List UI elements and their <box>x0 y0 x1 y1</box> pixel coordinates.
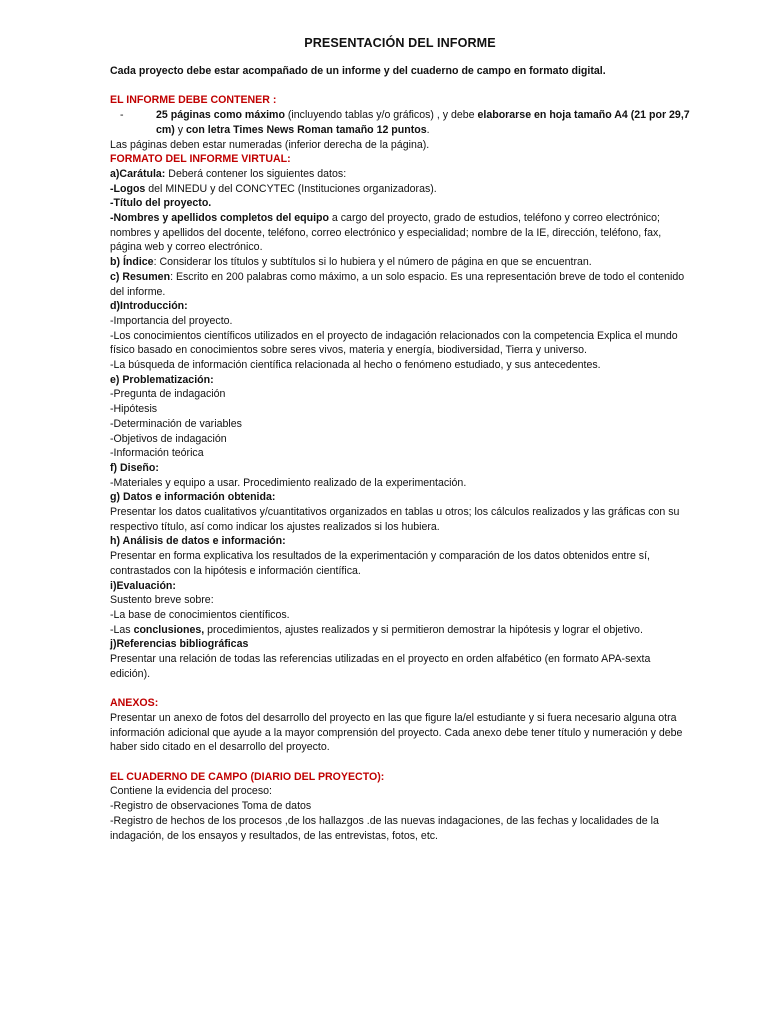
intro-paragraph: Cada proyecto debe estar acompañado de un informe y del cuaderno de campo en formato digital. <box>110 65 606 77</box>
list-item-informe <box>110 108 690 137</box>
introduccion-line: -Los conocimientos científicos utilizados en el proyecto de indagación relacionados con la competencia Explica el mundo físico basado en conocimientos sobre seres vivos, materia y energía, biodiversidad, Tierra y universo. <box>110 329 678 357</box>
datos-line: Presentar los datos cualitativos y/cuantitativos organizados en tablas u otros; los cálculos realizados y las gráficas con su respectivo título, así como indicar los ajustes realizados si los hubiera. <box>110 506 680 533</box>
evaluacion-heading: i)Evaluación: <box>110 579 176 592</box>
resumen-heading: c) Resumen <box>110 270 171 283</box>
cuaderno-heading: EL CUADERNO DE CAMPO (DIARIO DEL PROYECTO): <box>110 770 385 783</box>
text-run: y <box>174 123 187 136</box>
datos-heading: g) Datos e información obtenida: <box>110 491 276 504</box>
section-heading-informe: EL INFORME DEBE CONTENER : <box>110 94 277 107</box>
analisis-heading: h) Análisis de datos e información: <box>110 535 286 548</box>
titulo-line: -Título del proyecto. <box>110 197 212 210</box>
logos-line <box>110 182 690 197</box>
evaluacion-line: -La base de conocimientos científicos. <box>110 609 290 621</box>
introduccion-line: -Importancia del proyecto. <box>110 314 233 327</box>
diseno-heading: f) Diseño: <box>110 461 159 474</box>
text-run: procedimientos, ajustes realizados y si permitieron demostrar la hipótesis y lograr el objetivo. <box>204 623 643 636</box>
anexos-paragraph: Presentar un anexo de fotos del desarrollo del proyecto en las que figure la/el estudiante y si fuera necesario alguna otra información adicional que ayude a la mayor comprensión del proyecto. Cada anexo debe tener título y numeración y debe haber sido citado en el desarrollo del proyecto. <box>110 711 683 754</box>
resumen-text: : Escrito en 200 palabras como máximo, a un solo espacio. Es una representación breve de todo el contenido del informe. <box>110 270 685 298</box>
text-bold: 25 páginas como máximo <box>156 109 285 122</box>
anexos-heading: ANEXOS: <box>110 697 159 710</box>
referencias-heading: j)Referencias bibliográficas <box>110 638 249 651</box>
cuaderno-line: -Registro de observaciones Toma de datos <box>110 800 312 813</box>
indice-text: : Considerar los títulos y subtítulos si lo hubiera y el número de página en que se encuentran. <box>153 256 592 269</box>
evaluacion-conclusiones-line <box>110 623 690 638</box>
caratula-heading: a)Carátula: <box>110 167 166 180</box>
problematizacion-line: -Objetivos de indagación <box>110 432 227 445</box>
problematizacion-line: -Información teórica <box>110 447 204 460</box>
page-title: PRESENTACIÓN DEL INFORME <box>304 36 496 50</box>
problematizacion-heading: e) Problematización: <box>110 373 214 386</box>
spacer <box>110 79 690 94</box>
section-heading-formato: FORMATO DEL INFORME VIRTUAL: <box>110 153 291 166</box>
introduccion-line: -La búsqueda de información científica relacionada al hecho o fenómeno estudiado, y sus antecedentes. <box>110 359 601 372</box>
introduccion-heading: d)Introducción: <box>110 300 188 313</box>
indice-heading: b) Índice <box>110 256 154 269</box>
problematizacion-line: -Determinación de variables <box>110 417 242 430</box>
problematizacion-line: -Pregunta de indagación <box>110 388 226 401</box>
conclusiones-label: conclusiones, <box>133 623 205 636</box>
cuaderno-line: Contiene la evidencia del proceso: <box>110 785 272 798</box>
logos-text: del MINEDU y del CONCYTEC (Instituciones organizadoras). <box>145 182 437 195</box>
list-item-body <box>156 108 690 137</box>
diseno-line: -Materiales y equipo a usar. Procedimiento realizado de la experimentación. <box>110 476 467 489</box>
text-run: -Las <box>110 623 134 636</box>
caratula-paragraph <box>110 167 690 182</box>
text-bold: con letra Times News Roman tamaño 12 puntos <box>186 123 427 136</box>
problematizacion-line: -Hipótesis <box>110 403 158 416</box>
indice-paragraph <box>110 255 690 270</box>
pages-numbered-note: Las páginas deben estar numeradas (inferior derecha de la página). <box>110 138 430 151</box>
spacer <box>110 755 690 770</box>
text-run: (incluyendo tablas y/o gráficos) , y debe <box>284 109 478 122</box>
nombres-label: -Nombres y apellidos completos del equipo <box>110 212 329 225</box>
nombres-text: a cargo del proyecto, grado de estudios, teléfono y correo electrónico; nombres y apellidos del docente, teléfono, correo electrónico y especialidad; nombre de la IE, dirección, teléfono, fax, página web y correo electrónico. <box>110 212 662 254</box>
resumen-paragraph <box>110 270 690 299</box>
cuaderno-line: -Registro de hechos de los procesos ,de los hallazgos .de las nuevas indagaciones, de las fechas y localidades de la indagación, de los ensayos y resultados, de las entrevistas, fotos, etc. <box>110 814 659 842</box>
nombres-paragraph <box>110 211 690 255</box>
logos-label: -Logos <box>110 182 146 195</box>
bullet-dash: - <box>120 109 124 122</box>
evaluacion-line: Sustento breve sobre: <box>110 594 214 607</box>
text-run: . <box>426 123 430 136</box>
text-bold: elaborarse en hoja tamaño A4 (21 por 29,7 cm) <box>156 109 690 136</box>
analisis-line: Presentar en forma explicativa los resultados de la experimentación y comparación de los datos obtenidos entre sí, contrastados con la hipótesis e información científica. <box>110 550 650 577</box>
caratula-text: Deberá contener los siguientes datos: <box>165 167 347 180</box>
referencias-line: Presentar una relación de todas las referencias utilizadas en el proyecto en orden alfabético (en formato APA-sexta edición). <box>110 653 651 680</box>
spacer <box>110 682 690 697</box>
